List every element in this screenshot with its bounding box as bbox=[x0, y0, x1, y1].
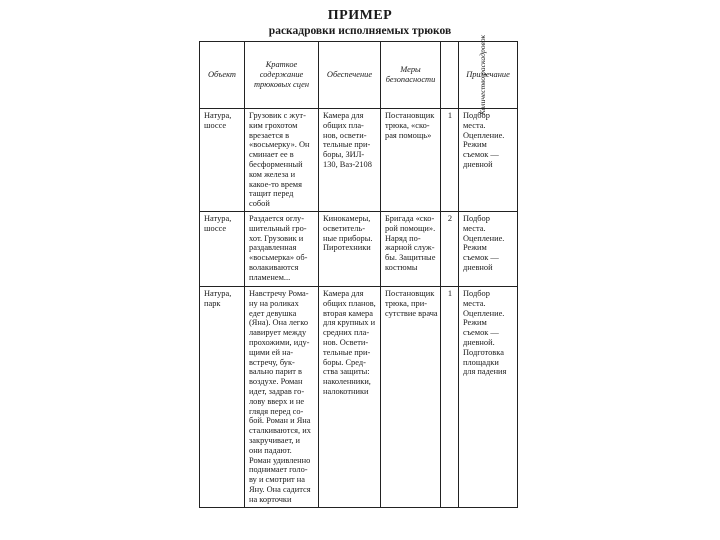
cell-line: дневной bbox=[463, 159, 493, 169]
cell-line: ну на роликах bbox=[249, 298, 299, 308]
cell-line: щими ей на- bbox=[249, 347, 294, 357]
cell-line: Оцепление. bbox=[463, 130, 505, 140]
table-row bbox=[200, 287, 518, 508]
cell-line: хот. Грузовик и bbox=[249, 233, 304, 243]
cell-line: дневной bbox=[463, 262, 493, 272]
cell-line: рой помощи». bbox=[385, 223, 436, 233]
cell-line: для падения bbox=[463, 367, 507, 377]
cell-line: раздавленная bbox=[249, 243, 297, 253]
cell-line: Яну. Она садится bbox=[249, 484, 311, 494]
cell-line: площадки bbox=[463, 357, 499, 367]
cell-line: идет, задрав го- bbox=[249, 386, 305, 396]
cell-line: рая помощь» bbox=[385, 130, 432, 140]
cell-line: волакиваются bbox=[249, 262, 299, 272]
cell-summary bbox=[245, 109, 319, 212]
cell-safety bbox=[381, 212, 441, 287]
cell-line: какое-то время bbox=[249, 179, 302, 189]
cell-line: тащит перед bbox=[249, 189, 294, 199]
cell-object bbox=[200, 109, 245, 212]
cell-line: 130, Ваз-2108 bbox=[323, 159, 372, 169]
cell-line: собой bbox=[249, 199, 270, 209]
page-title: ПРИМЕР bbox=[327, 8, 393, 23]
cell-object bbox=[200, 287, 245, 508]
cell-line: «восьмерку». Он bbox=[249, 140, 310, 150]
cell-summary bbox=[245, 287, 319, 508]
cell-line: Подбор bbox=[463, 214, 490, 223]
column-header-count-label: Количество раскадровок bbox=[478, 34, 488, 116]
cell-line: съемок — bbox=[463, 150, 499, 160]
cell-line: Камера для bbox=[323, 111, 364, 120]
cell-line: жарной служ- bbox=[385, 243, 435, 253]
cell-line: Постановщик bbox=[385, 289, 435, 298]
cell-line: шительный гро- bbox=[249, 223, 307, 233]
cell-line: парк bbox=[204, 298, 221, 308]
cell-line: Оцепление. bbox=[463, 233, 505, 243]
cell-line: Режим bbox=[463, 140, 487, 150]
cell-line: глядя перед со- bbox=[249, 406, 304, 416]
cell-line: Натура, bbox=[204, 111, 232, 120]
cell-line: средних пла- bbox=[323, 328, 370, 338]
document-title-block bbox=[200, 8, 520, 38]
cell-line: воздухе. Роман bbox=[249, 377, 303, 387]
cell-line: наколенники, bbox=[323, 377, 371, 387]
cell-line: Навстречу Рома- bbox=[249, 289, 309, 298]
cell-line: Режим bbox=[463, 243, 487, 253]
cell-line: лову вверх и не bbox=[249, 396, 305, 406]
cell-line: боры, ЗИЛ- bbox=[323, 150, 365, 160]
cell-count: 1 bbox=[441, 287, 459, 508]
cell-line: сутствие врача bbox=[385, 308, 438, 318]
cell-line: едет девушка bbox=[249, 308, 297, 318]
cell-equipment bbox=[319, 109, 381, 212]
cell-line: Бригада «ско- bbox=[385, 214, 435, 223]
cell-line: Роман удивленно bbox=[249, 455, 311, 465]
cell-line: встречу, бук- bbox=[249, 357, 295, 367]
cell-safety bbox=[381, 109, 441, 212]
cell-line: ву и смотрит на bbox=[249, 475, 306, 485]
cell-safety bbox=[381, 287, 441, 508]
cell-line: ком железа и bbox=[249, 169, 296, 179]
cell-line: Пиротехники bbox=[323, 243, 371, 253]
cell-line: (Яна). Она легко bbox=[249, 318, 309, 328]
cell-line: Оцепление. bbox=[463, 308, 505, 318]
cell-line: Грузовик с жут- bbox=[249, 111, 306, 120]
cell-line: тельные при- bbox=[323, 140, 371, 150]
cell-object bbox=[200, 212, 245, 287]
cell-equipment bbox=[319, 287, 381, 508]
cell-line: Кинокамеры, bbox=[323, 214, 371, 223]
cell-line: нов, освети- bbox=[323, 130, 367, 140]
cell-line: трюка, «ско- bbox=[385, 120, 430, 130]
cell-line: закручивает, и bbox=[249, 435, 301, 445]
cell-line: места. bbox=[463, 223, 486, 233]
cell-line: прохожими, иду- bbox=[249, 337, 310, 347]
cell-line: «восьмерка» об- bbox=[249, 253, 308, 263]
cell-line: Подбор bbox=[463, 111, 490, 120]
cell-line: ким грохотом bbox=[249, 120, 298, 130]
storyboard-table bbox=[199, 34, 518, 508]
cell-line: шоссе bbox=[204, 223, 227, 233]
cell-line: тельные при- bbox=[323, 347, 371, 357]
cell-line: боры. Сред- bbox=[323, 357, 366, 367]
cell-line: общих пла- bbox=[323, 120, 364, 130]
table-header-row bbox=[200, 42, 518, 109]
cell-line: для крупных и bbox=[323, 318, 376, 328]
table-row bbox=[200, 109, 518, 212]
cell-line: сталкиваются, их bbox=[249, 426, 311, 436]
column-header-object: Объект bbox=[200, 42, 245, 109]
cell-line: Натура, bbox=[204, 289, 232, 298]
cell-line: врезается в bbox=[249, 130, 290, 140]
cell-line: ства защиты: bbox=[323, 367, 370, 377]
cell-count: 1 bbox=[441, 109, 459, 212]
cell-line: бы. Защитные bbox=[385, 253, 436, 263]
cell-line: шоссе bbox=[204, 120, 227, 130]
cell-line: костюмы bbox=[385, 262, 418, 272]
cell-note bbox=[459, 287, 518, 508]
cell-line: на корточки bbox=[249, 494, 292, 504]
page-subtitle: раскадровки исполняемых трюков bbox=[268, 25, 452, 37]
cell-line: места. bbox=[463, 120, 486, 130]
cell-note bbox=[459, 109, 518, 212]
cell-equipment bbox=[319, 212, 381, 287]
cell-line: вально парит в bbox=[249, 367, 302, 377]
cell-line: Камера для bbox=[323, 289, 364, 298]
cell-line: бесформенный bbox=[249, 159, 303, 169]
cell-line: лавирует между bbox=[249, 328, 307, 338]
cell-line: они падают. bbox=[249, 445, 292, 455]
cell-line: Натура, bbox=[204, 214, 232, 223]
column-header-safety: Меры безопасности bbox=[381, 42, 441, 109]
cell-line: бой. Роман и Яна bbox=[249, 416, 311, 426]
table-row bbox=[200, 212, 518, 287]
cell-line: Подбор bbox=[463, 289, 490, 298]
column-header-equipment: Обеспечение bbox=[319, 42, 381, 109]
cell-line: Постановщик bbox=[385, 111, 435, 120]
cell-note bbox=[459, 212, 518, 287]
column-header-summary: Краткое содержание трюковых сцен bbox=[245, 42, 319, 109]
cell-summary bbox=[245, 212, 319, 287]
cell-line: поднимает голо- bbox=[249, 465, 308, 475]
cell-line: пламенем... bbox=[249, 272, 291, 282]
cell-line: Режим bbox=[463, 318, 487, 328]
column-header-note: Примечание bbox=[459, 42, 518, 109]
cell-line: Подготовка bbox=[463, 347, 504, 357]
cell-line: сминает ее в bbox=[249, 150, 294, 160]
cell-line: вторая камера bbox=[323, 308, 373, 318]
cell-line: дневной. bbox=[463, 337, 495, 347]
cell-line: съемок — bbox=[463, 328, 499, 338]
cell-line: съемок — bbox=[463, 253, 499, 263]
cell-line: общих планов, bbox=[323, 298, 376, 308]
cell-line: Раздается оглу- bbox=[249, 214, 305, 223]
cell-line: трюка, при- bbox=[385, 298, 427, 308]
cell-line: ные приборы. bbox=[323, 233, 373, 243]
cell-line: налокотники bbox=[323, 386, 369, 396]
cell-line: места. bbox=[463, 298, 486, 308]
cell-line: нов. Освети- bbox=[323, 337, 369, 347]
cell-count: 2 bbox=[441, 212, 459, 287]
cell-line: Наряд по- bbox=[385, 233, 421, 243]
cell-line: осветитель- bbox=[323, 223, 366, 233]
